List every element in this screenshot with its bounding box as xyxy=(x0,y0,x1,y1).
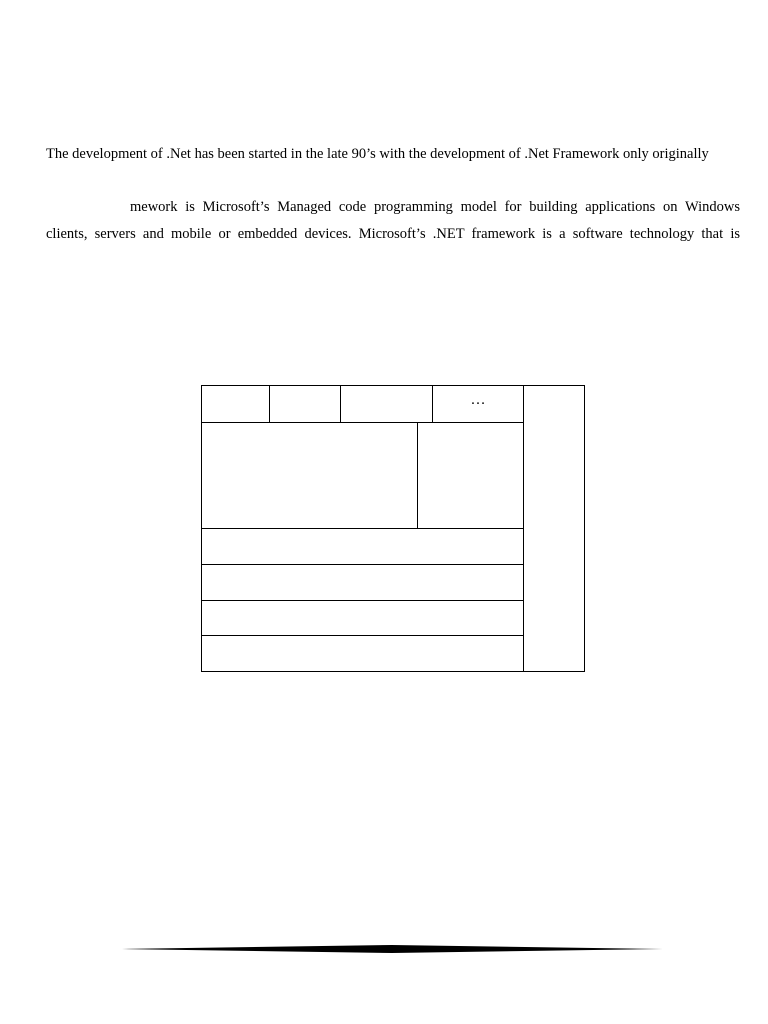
diagram-layer xyxy=(201,600,524,636)
paragraph-line: clients, servers and mobile or embedded devices. Microsoft’s .NET framework is a software technology that is xyxy=(46,226,740,242)
paragraph-line: mework is Microsoft’s Managed code programming model for building applications on Windows xyxy=(130,199,740,215)
diagram-middle-block xyxy=(201,422,418,529)
footer-rule xyxy=(122,944,663,954)
diagram-side-column xyxy=(523,385,585,672)
diagram-top-cell xyxy=(201,385,270,423)
diagram-top-cell xyxy=(269,385,341,423)
diagram-layer xyxy=(201,528,524,565)
diagram-layer xyxy=(201,564,524,601)
paragraph-line: The development of .Net has been started in the late 90’s with the development of .Net Framework only originally xyxy=(46,146,709,162)
diagram-layer xyxy=(201,635,524,672)
diagram-ellipsis: … xyxy=(470,392,486,408)
diagram-middle-block xyxy=(417,422,524,529)
footer-rule-shape xyxy=(122,945,663,953)
architecture-diagram xyxy=(201,385,585,672)
diagram-top-cell xyxy=(340,385,433,423)
